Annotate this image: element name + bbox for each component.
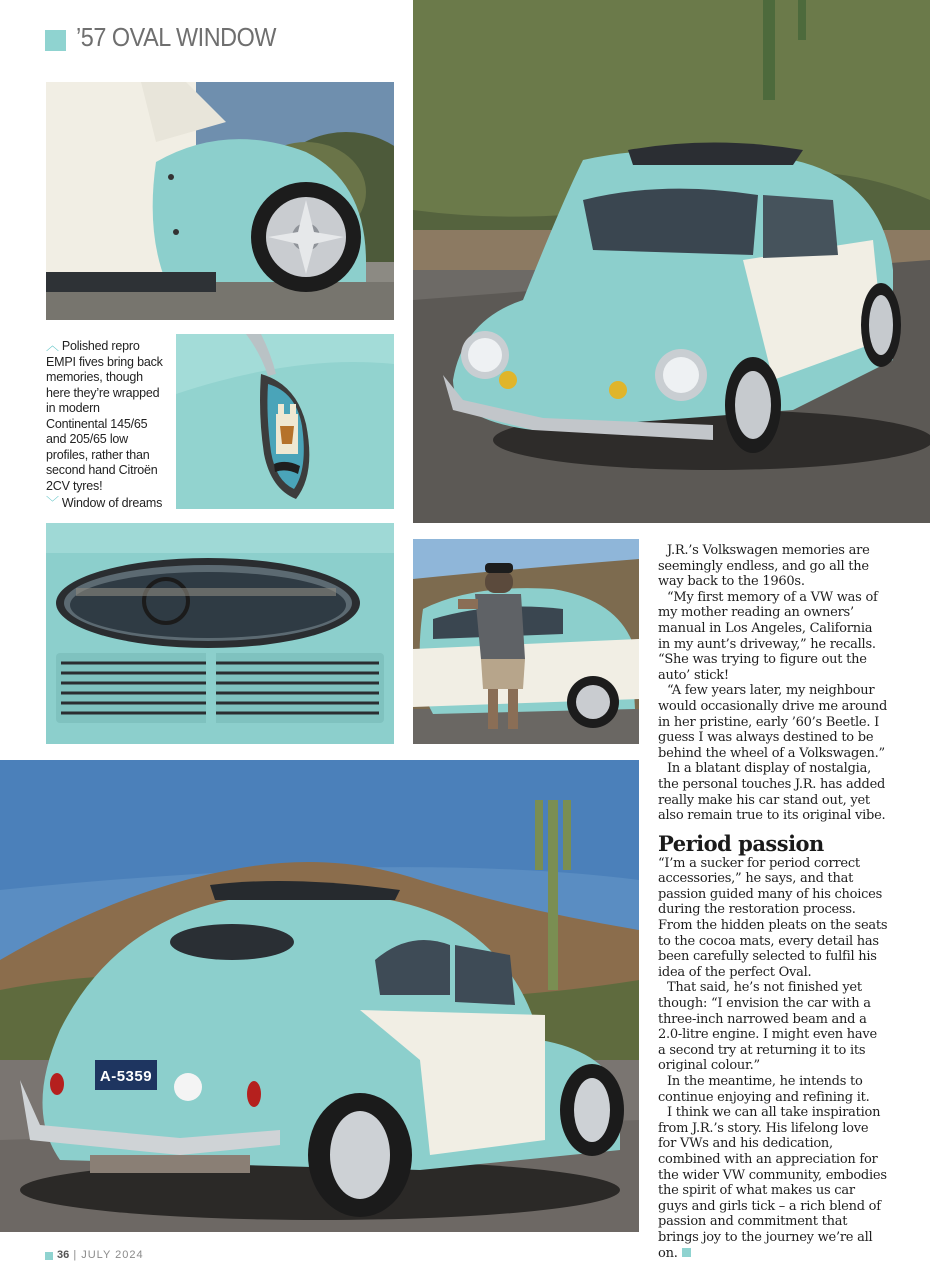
caption-window xyxy=(46,495,171,512)
article-paragraph: “My first memory of a VW was of my mother reading an owners’ manual in Los Angeles, California in my aunt’s driveway,” he recalls. “She was trying to figure out the auto’ stick! xyxy=(658,589,878,683)
issue-date: JULY 2024 xyxy=(81,1249,144,1261)
footer-marker xyxy=(45,1252,53,1260)
photo-hood-badge xyxy=(176,334,394,509)
caption-window-text: Window of dreams xyxy=(61,496,163,510)
photo-owner xyxy=(413,539,639,744)
footer xyxy=(57,1249,144,1261)
caption-wheels xyxy=(46,338,164,494)
caption-wheels-text: Polished repro EMPI fives bring back memories, though here they’re wrapped in modern Continental 145/65 and 205/65 low profiles, rather than second hand Citroën 2CV tyres! xyxy=(46,339,163,493)
section-marker xyxy=(45,30,66,51)
footer-separator: | xyxy=(73,1249,78,1261)
section-title: ’57 OVAL WINDOW xyxy=(76,22,276,52)
photo-hero-front xyxy=(413,0,930,523)
article-paragraph-last xyxy=(658,1105,888,1261)
article-paragraph: “A few years later, my neighbour would occasionally drive me around in her pristine, early ’60’s Beetle. I guess I was always destined to be behind the wheel of a Volkswagen.” xyxy=(658,683,888,761)
article-paragraph: “I’m a sucker for period correct accessories,” he says, and that passion guided many of his choices during the restoration process. From the hidden pleats on the seats to the cocoa mats, every detail has been carefully selected to fulfil his idea of the perfect Oval. xyxy=(658,855,888,980)
article-paragraph: In the meantime, he intends to continue enjoying and refining it. xyxy=(658,1074,870,1105)
end-mark xyxy=(682,1248,691,1257)
license-plate: A-5359 xyxy=(99,1068,153,1085)
chevron-down-icon: ﹀ xyxy=(46,495,59,510)
article-paragraph: That said, he’s not finished yet though: “I envision the car with a three-inch narrowed beam and a 2.0-litre engine. I might even have a second try at returning it to its original colour.” xyxy=(658,980,877,1074)
article-subheading: Period passion xyxy=(658,830,824,856)
photo-oval-window xyxy=(46,523,394,744)
article-column xyxy=(658,543,888,1261)
article-paragraph: J.R.’s Volkswagen memories are seemingly endless, and go all the way back to the 1960s. xyxy=(658,543,870,590)
page-number: 36 xyxy=(57,1249,70,1261)
photo-rear-three-quarter xyxy=(0,760,639,1232)
photo-fender-wheel xyxy=(46,82,394,320)
article-paragraph-text: I think we can all take inspiration from J.R.’s story. His lifelong love for VWs and his dedication, combined with an appreciation for the wider VW community, embodies the spirit of what makes us car guys and girls tick – a rich blend of passion and commitment that brings joy to the journey we’re all on. xyxy=(658,1105,887,1261)
article-paragraph: In a blatant display of nostalgia, the personal touches J.R. has added really make his car stand out, yet also remain true to its original vibe. xyxy=(658,761,886,824)
chevron-up-icon: ︿ xyxy=(46,338,59,353)
